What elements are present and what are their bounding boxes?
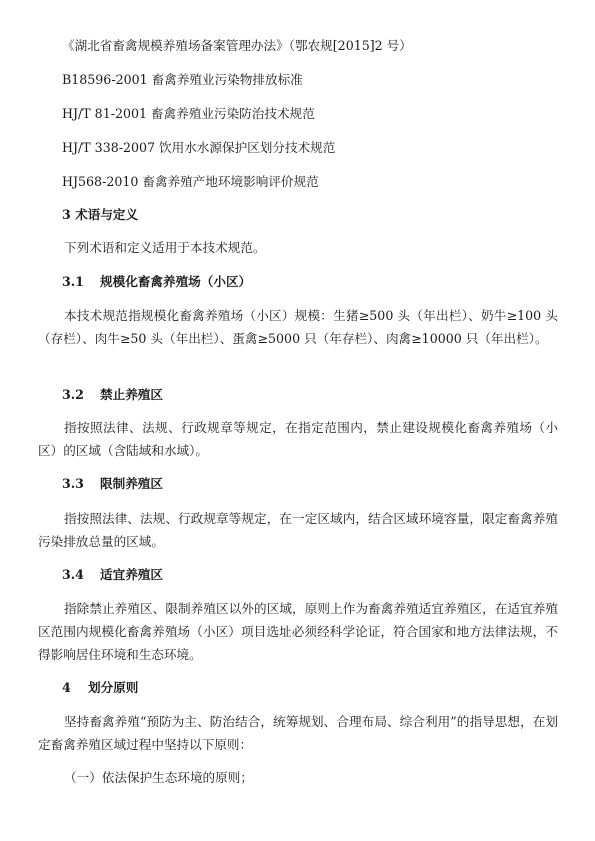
section-number: 3.2 <box>62 387 84 402</box>
section-title: 限制养殖区 <box>100 476 163 491</box>
section-3-4-heading <box>62 563 163 586</box>
section-number: 3.1 <box>62 274 84 289</box>
section-3-1-heading <box>62 270 251 293</box>
section-number: 3.4 <box>62 567 84 582</box>
section-number: 4 <box>62 680 71 695</box>
reference-line-2: B18596-2001 畜禽养殖业污染物排放标准 <box>62 72 303 87</box>
reference-line-4: HJ/T 338-2007 饮用水水源保护区划分技术规范 <box>62 140 336 155</box>
section-3-3-body: 指按照法律、法规、行政规章等规定，在一定区域内，结合区域环境容量，限定畜禽养殖污染排放总量的区域。 <box>38 511 558 549</box>
reference-line-5: HJ568-2010 畜禽养殖产地环境影响评价规范 <box>62 174 319 189</box>
section-4-heading <box>62 676 138 699</box>
section-title: 适宜养殖区 <box>100 567 163 582</box>
reference-line-3: HJ/T 81-2001 畜禽养殖业污染防治技术规范 <box>62 106 315 121</box>
reference-line-1: 《湖北省畜禽规模养殖场备案管理办法》（鄂农规[2015]2 号） <box>62 38 412 53</box>
section-3-1-body: 本技术规范指规模化畜禽养殖场（小区）规模：生猪≥500 头（年出栏）、奶牛≥100 头（存栏）、肉牛≥50 头（年出栏）、蛋禽≥5000 只（年存栏）、肉禽≥10000 只（年出栏）。 <box>38 308 558 346</box>
section-title: 划分原则 <box>88 680 139 695</box>
section-title: 规模化畜禽养殖场（小区） <box>100 274 252 289</box>
section-4-item-1: （一）依法保护生态环境的原则； <box>64 770 253 785</box>
section-3-3-heading <box>62 472 163 495</box>
section-3-intro: 下列术语和定义适用于本技术规范。 <box>64 240 266 255</box>
section-3-2-body: 指按照法律、法规、行政规章等规定，在指定范围内，禁止建设规模化畜禽养殖场（小区）的区域（含陆域和水域）。 <box>38 420 558 458</box>
section-3-heading: 3 术语与定义 <box>62 207 139 222</box>
section-3-4-body: 指除禁止养殖区、限制养殖区以外的区域，原则上作为畜禽养殖适宜养殖区，在适宜养殖区范围内规模化畜禽养殖场（小区）项目选址必须经科学论证，符合国家和地方法律法规，不得影响居住环境和生态环境。 <box>38 601 558 662</box>
section-4-body: 坚持畜禽养殖“预防为主、防治结合，统筹规划、合理布局、综合利用”的指导思想，在划定畜禽养殖区域过程中坚持以下原则： <box>38 714 558 752</box>
section-title: 禁止养殖区 <box>100 387 163 402</box>
section-number: 3.3 <box>62 476 84 491</box>
section-3-2-heading <box>62 383 163 406</box>
